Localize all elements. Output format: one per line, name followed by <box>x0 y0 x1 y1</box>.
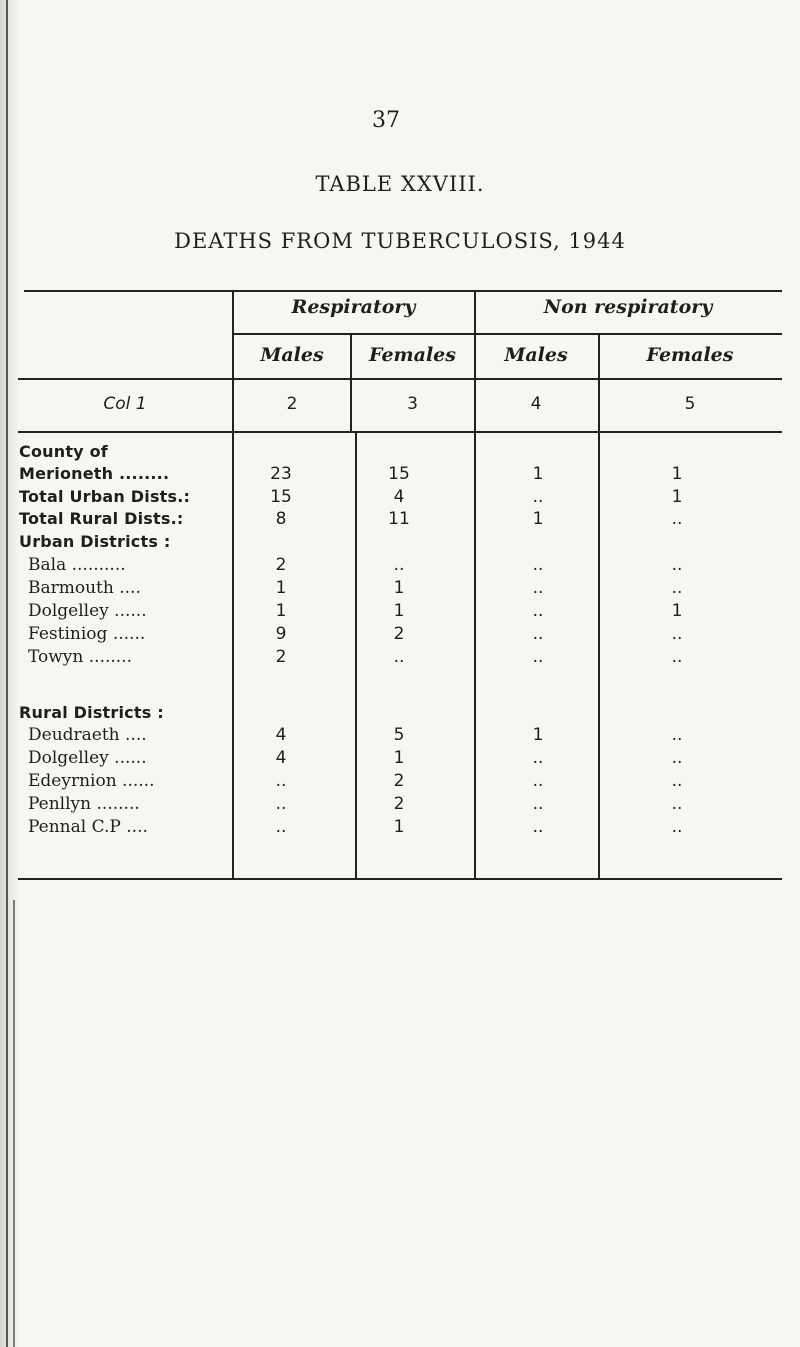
row-label: Penllyn ........ <box>28 794 140 814</box>
cell-resp-males: 9 <box>275 624 287 644</box>
cell-nonresp-females: 1 <box>671 464 683 484</box>
cell-nonresp-males: .. <box>532 647 544 667</box>
cell-nonresp-males: .. <box>532 748 544 768</box>
table-top-rule <box>24 290 782 292</box>
table-row <box>0 532 800 554</box>
row-label: Dolgelley ...... <box>28 748 147 768</box>
cell-resp-males: 15 <box>270 487 292 507</box>
cell-resp-males: 1 <box>275 578 287 598</box>
row-label: Merioneth ........ <box>19 464 170 483</box>
table-row <box>0 647 800 669</box>
table-row <box>0 748 800 770</box>
page-edge-line-inner <box>13 900 15 1347</box>
header-non-respiratory: Non respiratory <box>543 296 713 318</box>
cell-nonresp-males: .. <box>532 624 544 644</box>
row-label: Pennal C.P .... <box>28 817 148 837</box>
col-number-4: 4 <box>530 394 542 414</box>
col-number-2: 2 <box>286 394 298 414</box>
row-label: Barmouth .... <box>28 578 141 598</box>
cell-nonresp-males: 1 <box>532 725 544 745</box>
cell-nonresp-females: .. <box>671 794 683 814</box>
cell-resp-females: 1 <box>393 817 405 837</box>
colnum-bottom-rule <box>18 431 782 433</box>
cell-nonresp-females: .. <box>671 578 683 598</box>
table-row <box>0 442 800 464</box>
cell-resp-males: .. <box>275 771 287 791</box>
row-label: Deudraeth .... <box>28 725 147 745</box>
cell-resp-females: .. <box>393 555 405 575</box>
cell-resp-females: 2 <box>393 624 405 644</box>
row-label: Rural Districts : <box>19 703 164 722</box>
page-edge-shadow <box>0 0 20 1347</box>
cell-resp-males: 23 <box>270 464 292 484</box>
page-number: 37 <box>372 108 400 133</box>
cell-resp-females: 1 <box>393 601 405 621</box>
cell-resp-females: 15 <box>388 464 410 484</box>
cell-nonresp-females: 1 <box>671 601 683 621</box>
cell-nonresp-males: 1 <box>532 464 544 484</box>
subheader-rule <box>233 333 782 335</box>
table-row <box>0 555 800 577</box>
cell-resp-females: 2 <box>393 771 405 791</box>
header-resp-females: Females <box>369 344 456 366</box>
header-respiratory: Respiratory <box>291 296 416 318</box>
row-label: Urban Districts : <box>19 532 171 551</box>
row-label: Dolgelley ...... <box>28 601 147 621</box>
cell-resp-males: 8 <box>275 509 287 529</box>
cell-resp-males: .. <box>275 794 287 814</box>
header-bottom-rule <box>18 378 782 380</box>
header-resp-males: Males <box>260 344 324 366</box>
cell-resp-males: 4 <box>275 725 287 745</box>
col-number-5: 5 <box>684 394 696 414</box>
table-title: TABLE XXVIII. <box>315 172 485 196</box>
cell-nonresp-males: .. <box>532 487 544 507</box>
cell-resp-females: 5 <box>393 725 405 745</box>
cell-nonresp-females: .. <box>671 555 683 575</box>
row-label: Total Urban Dists.: <box>19 487 191 506</box>
cell-resp-males: 4 <box>275 748 287 768</box>
row-label: County of <box>19 442 108 461</box>
table-row <box>0 817 800 839</box>
table-bottom-rule <box>18 878 782 880</box>
table-row <box>0 703 800 725</box>
cell-resp-males: 1 <box>275 601 287 621</box>
cell-nonresp-males: .. <box>532 817 544 837</box>
cell-nonresp-females: 1 <box>671 487 683 507</box>
cell-resp-females: 1 <box>393 578 405 598</box>
cell-nonresp-males: .. <box>532 578 544 598</box>
cell-resp-females: 2 <box>393 794 405 814</box>
cell-resp-females: 11 <box>388 509 410 529</box>
col-number-1: Col 1 <box>103 394 147 414</box>
table-row <box>0 464 800 486</box>
table-row <box>0 794 800 816</box>
table-row <box>0 601 800 623</box>
row-label: Edeyrnion ...... <box>28 771 155 791</box>
page-edge-line <box>6 0 8 1347</box>
row-label: Towyn ........ <box>28 647 132 667</box>
table-row <box>0 771 800 793</box>
cell-nonresp-females: .. <box>671 624 683 644</box>
table-row <box>0 725 800 747</box>
header-nonresp-females: Females <box>646 344 734 366</box>
cell-nonresp-males: 1 <box>532 509 544 529</box>
cell-nonresp-males: .. <box>532 794 544 814</box>
cell-nonresp-females: .. <box>671 748 683 768</box>
row-label: Total Rural Dists.: <box>19 509 184 528</box>
cell-resp-females: .. <box>393 647 405 667</box>
table-subtitle: DEATHS FROM TUBERCULOSIS, 1944 <box>174 229 626 253</box>
table-row <box>0 509 800 531</box>
cell-resp-males: .. <box>275 817 287 837</box>
cell-resp-females: 1 <box>393 748 405 768</box>
header-nonresp-males: Males <box>504 344 568 366</box>
col-number-3: 3 <box>407 394 418 414</box>
cell-nonresp-females: .. <box>671 647 683 667</box>
row-label: Festiniog ...... <box>28 624 146 644</box>
cell-nonresp-males: .. <box>532 555 544 575</box>
table-row <box>0 487 800 509</box>
cell-nonresp-females: .. <box>671 725 683 745</box>
table-row <box>0 624 800 646</box>
table-row <box>0 578 800 600</box>
cell-nonresp-males: .. <box>532 771 544 791</box>
cell-nonresp-females: .. <box>671 509 683 529</box>
cell-nonresp-males: .. <box>532 601 544 621</box>
row-label: Bala .......... <box>28 555 126 575</box>
cell-resp-males: 2 <box>275 647 287 667</box>
cell-nonresp-females: .. <box>671 771 683 791</box>
cell-resp-females: 4 <box>393 487 405 507</box>
cell-nonresp-females: .. <box>671 817 683 837</box>
cell-resp-males: 2 <box>275 555 287 575</box>
